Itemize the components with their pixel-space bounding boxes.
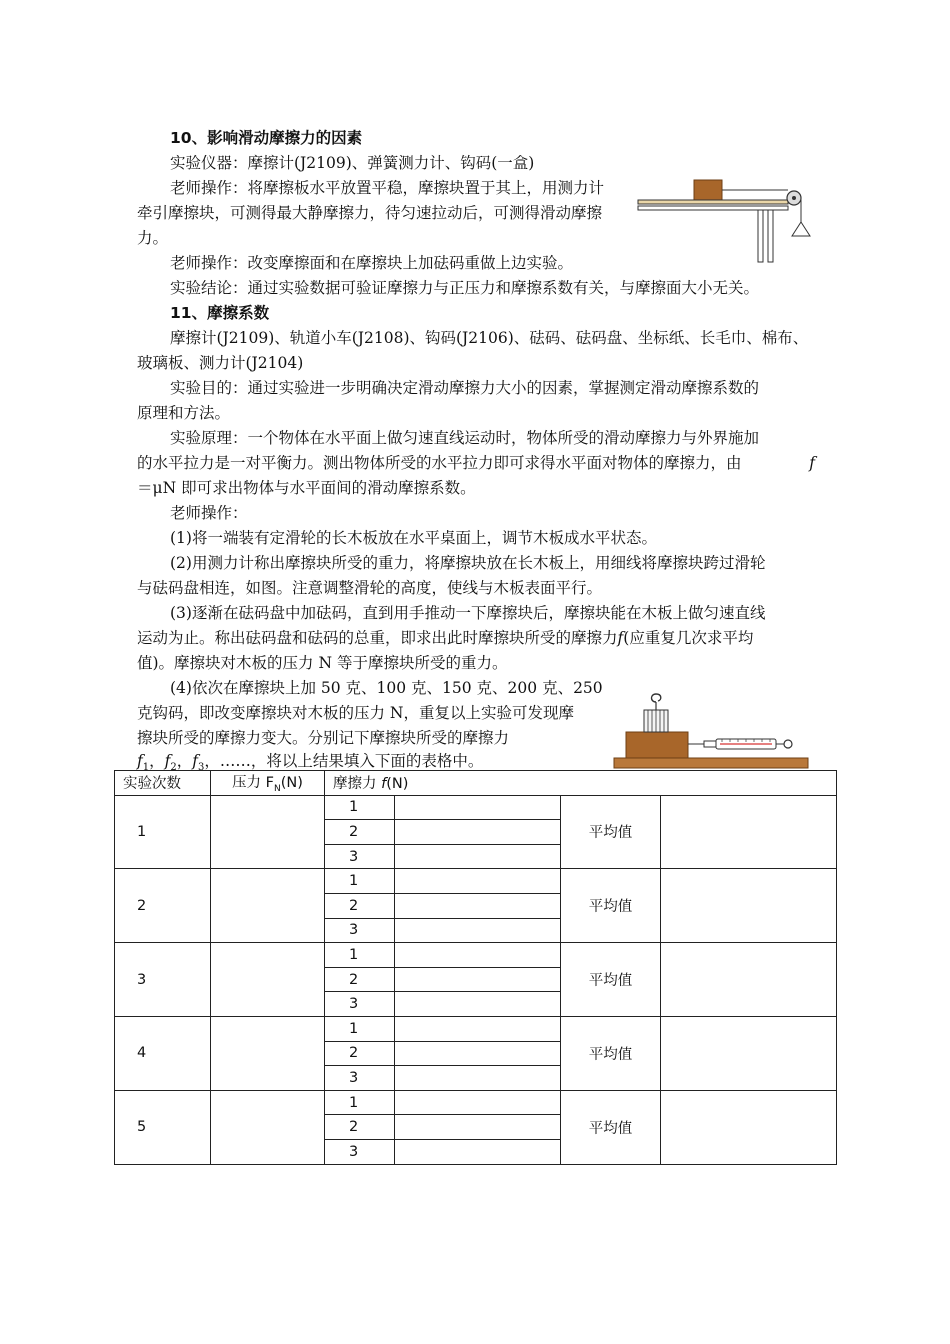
f1-symbol: f [137,752,143,770]
average-value-cell[interactable] [661,1016,837,1090]
friction-input-cell[interactable] [395,844,561,869]
header-pressure [211,771,325,796]
section-10-operation-2: 老师操作：改变摩擦面和在摩擦块上加砝码重做上边实验。 [170,254,574,272]
board-lower-edge [638,206,788,210]
friction-input-cell[interactable] [395,1066,561,1091]
header-pressure-text: 压力 F [232,775,275,792]
sub-trial-number-cell: 2 [325,1115,395,1140]
step-1: (1)将一端装有定滑轮的长木板放在水平桌面上，调节木板成水平状态。 [170,529,657,547]
section-11-equipment-line-1: 摩擦计(J2109)、轨道小车(J2108)、钩码(J2106)、砝码、砝码盘、坐标纸、长毛巾、棉布、 [170,329,809,347]
step-3-line-2 [137,628,753,648]
section-11-title: 11、摩擦系数 [170,304,270,322]
step-2-line-1: (2)用测力计称出摩擦块所受的重力，将摩擦块放在长木板上，用细线将摩擦块跨过滑轮 [170,554,766,572]
sub-trial-number-cell: 1 [325,795,395,820]
f3-symbol: f [192,752,199,770]
f1-subscript: 1 [142,762,150,774]
average-label-cell: 平均值 [561,869,661,943]
section-10-operation-1-line-2: 牵引摩擦块，可测得最大静摩擦力，待匀速拉动后，可测得滑动摩擦 [137,204,603,222]
friction-data-table [114,770,837,1165]
trial-number-cell: 1 [115,795,211,869]
friction-input-cell[interactable] [395,820,561,845]
header-friction-text: 摩擦力 [333,776,382,793]
friction-input-cell[interactable] [395,1139,561,1164]
friction-input-cell[interactable] [395,1090,561,1115]
pressure-input-cell[interactable] [211,1016,325,1090]
header-friction-unit: (N) [386,776,409,793]
table-row [115,1090,837,1115]
step-3-line-1: (3)逐渐在砝码盘中加砝码，直到用手推动一下摩擦块后，摩擦块能在木板上做匀速直线 [170,604,766,622]
average-value-cell[interactable] [661,869,837,943]
friction-input-cell[interactable] [395,795,561,820]
friction-input-cell[interactable] [395,893,561,918]
average-label-cell: 平均值 [561,943,661,1017]
section-11-purpose-line-1: 实验目的：通过实验进一步明确决定滑动摩擦力大小的因素，掌握测定滑动摩擦系数的 [170,379,760,397]
average-label-cell: 平均值 [561,1016,661,1090]
friction-input-cell[interactable] [395,1016,561,1041]
table-leg-right [768,210,773,262]
friction-input-cell[interactable] [395,918,561,943]
friction-input-cell[interactable] [395,869,561,894]
table-leg-left [758,210,763,262]
sub-trial-number-cell: 1 [325,1090,395,1115]
friction-input-cell[interactable] [395,1041,561,1066]
header-pressure-unit: (N) [280,775,303,792]
pressure-input-cell[interactable] [211,795,325,869]
sub-trial-number-cell: 3 [325,918,395,943]
f2-subscript: 2 [170,762,177,774]
sub-trial-number-cell: 2 [325,893,395,918]
sub-trial-number-cell: 1 [325,1016,395,1041]
section-10-operation-1-line-1: 老师操作：将摩擦板水平放置平稳，摩擦块置于其上，用测力计 [170,179,605,197]
step-4-line-3: 擦块所受的摩擦力变大。分别记下摩擦块所受的摩擦力 [137,729,510,747]
wooden-board [614,758,808,768]
sub-trial-number-cell: 3 [325,992,395,1017]
step-3-text-a: 运动为止。称出砝码盘和砝码的总重，即求出此时摩擦块所受的摩擦力 [137,629,618,647]
hook-weights [644,694,668,732]
sub-trial-number-cell: 3 [325,844,395,869]
trial-number-cell: 4 [115,1016,211,1090]
section-10-conclusion: 实验结论：通过实验数据可验证摩擦力与正压力和摩擦系数有关，与摩擦面大小无关。 [170,279,760,297]
step-2-line-2: 与砝码盘相连，如图。注意调整滑轮的高度，使线与木板表面平行。 [137,579,603,597]
friction-board [638,200,788,204]
sub-trial-number-cell: 3 [325,1139,395,1164]
f2-symbol: f [164,752,171,770]
separator-2: ， [176,752,193,770]
friction-input-cell[interactable] [395,943,561,968]
step-3-f-symbol: f [617,629,624,647]
average-value-cell[interactable] [661,795,837,869]
f3-subscript: 3 [198,762,205,774]
header-friction [325,771,837,796]
table-row [115,795,837,820]
section-11-purpose-line-2: 原理和方法。 [137,404,231,422]
header-friction-f: f [381,776,387,793]
separator-1: ， [149,752,165,770]
friction-block [694,180,722,200]
step-3-line-3: 值)。摩擦块对木板的压力 N 等于摩擦块所受的重力。 [137,654,508,672]
section-11-principle-line-1: 实验原理：一个物体在水平面上做匀速直线运动时，物体所受的滑动摩擦力与外界施加 [170,429,760,447]
friction-block [626,732,688,758]
weight-pan [792,222,810,236]
step-4-line-1: (4)依次在摩擦块上加 50 克、100 克、150 克、200 克、250 [170,679,603,697]
step-3-text-b: (应重复几次求平均 [623,629,754,647]
trial-number-cell: 3 [115,943,211,1017]
sub-trial-number-cell: 2 [325,1041,395,1066]
teacher-operation-heading: 老师操作： [170,504,248,522]
table-row [115,869,837,894]
sub-trial-number-cell: 1 [325,943,395,968]
friction-input-cell[interactable] [395,992,561,1017]
sub-trial-number-cell: 1 [325,869,395,894]
trial-number-cell: 5 [115,1090,211,1164]
section-11-principle-line-2 [137,453,815,473]
sub-trial-number-cell: 3 [325,1066,395,1091]
table-header-row [115,771,837,796]
pulley-axle [792,196,796,200]
pressure-input-cell[interactable] [211,1090,325,1164]
section-10-instruments: 实验仪器：摩擦计(J2109)、弹簧测力计、钩码(一盒) [170,154,535,172]
section-11-principle-line-3: ＝μN 即可求出物体与水平面间的滑动摩擦系数。 [137,479,476,497]
table-row [115,1016,837,1041]
spring-scale-figure [612,692,810,772]
average-label-cell: 平均值 [561,1090,661,1164]
friction-board-figure [636,170,812,266]
trial-number-cell: 2 [115,869,211,943]
sub-trial-number-cell: 2 [325,820,395,845]
section-11-equipment-line-2: 玻璃板、测力计(J2104) [137,354,304,372]
pressure-input-cell[interactable] [211,869,325,943]
sub-trial-number-cell: 2 [325,967,395,992]
average-label-cell: 平均值 [561,795,661,869]
pressure-input-cell[interactable] [211,943,325,1017]
step-4-rest: ，……，将以上结果填入下面的表格中。 [204,752,484,770]
header-pressure-subscript: N [274,784,281,795]
friction-input-cell[interactable] [395,1115,561,1140]
step-4-line-2: 克钩码，即改变摩擦块对木板的压力 N，重复以上实验可发现摩 [137,704,574,722]
spring-scale [704,739,792,749]
section-10-title: 10、影响滑动摩擦力的因素 [170,129,363,147]
principle-text: 的水平拉力是一对平衡力。测出物体所受的水平拉力即可求得水平面对物体的摩擦力，由 [137,454,742,472]
principle-f-symbol: f [809,454,815,472]
table-row [115,943,837,968]
section-10-operation-1-line-3: 力。 [137,229,169,247]
average-value-cell[interactable] [661,943,837,1017]
header-trial-count: 实验次数 [115,771,211,796]
friction-input-cell[interactable] [395,967,561,992]
average-value-cell[interactable] [661,1090,837,1164]
